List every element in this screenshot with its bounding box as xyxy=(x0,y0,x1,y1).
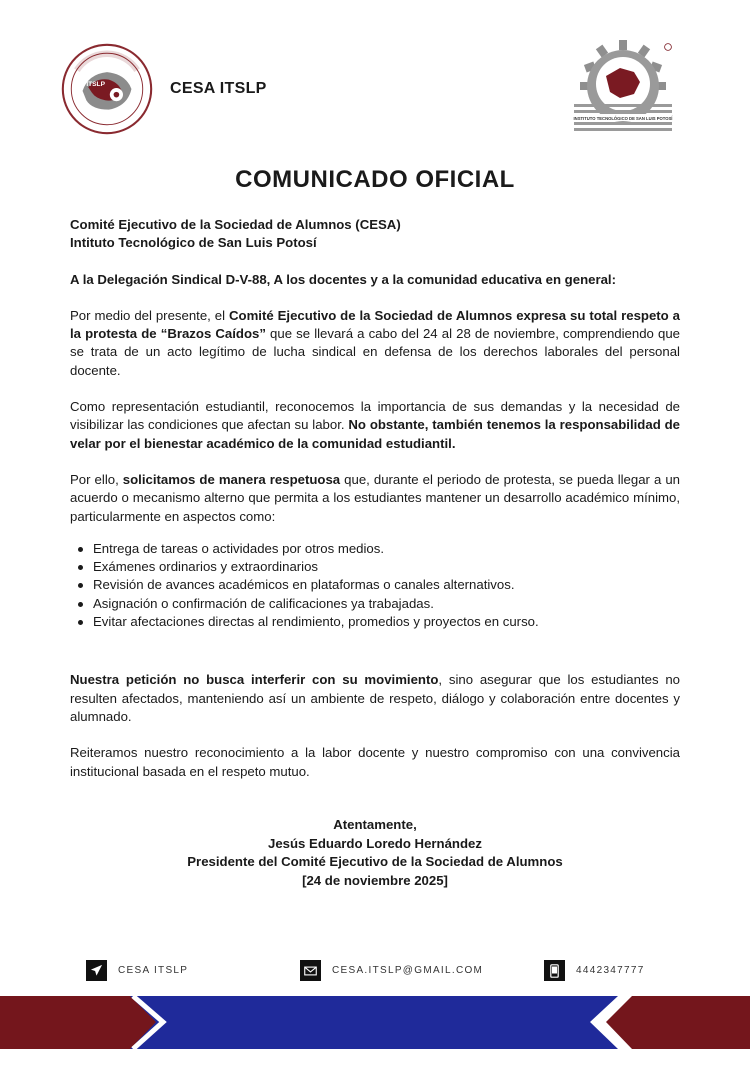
mail-icon xyxy=(300,960,321,981)
email-address[interactable]: CESA.ITSLP@GMAIL.COM xyxy=(332,965,484,976)
list-item: Exámenes ordinarios y extraordinarios xyxy=(76,558,680,576)
list-item: Evitar afectaciones directas al rendimiento, promedios y proyectos en curso. xyxy=(76,613,680,631)
closing: Atentamente, xyxy=(333,817,417,832)
contact-bar xyxy=(0,960,750,982)
footer-bands xyxy=(0,996,750,1049)
email-contact xyxy=(300,960,483,981)
itslp-logo xyxy=(568,38,678,138)
brand-name: CESA ITSLP xyxy=(170,80,267,97)
list-item: Entrega de tareas o actividades por otros medios. xyxy=(76,540,680,558)
list-item: Asignación o confirmación de calificaciones ya trabajadas. xyxy=(76,595,680,613)
paragraph: Nuestra petición no busca interferir con su movimiento, sino asegurar que los estudiantes no resulten afectados, manteniendo así un ambiente de respeto, diálogo y colaboración entre docentes y alumnado. xyxy=(70,672,680,724)
list-item: Revisión de avances académicos en plataformas o canales alternativos. xyxy=(76,576,680,594)
sender-line: Comité Ejecutivo de la Sociedad de Alumnos (CESA) xyxy=(70,217,401,232)
paragraph: Por ello, solicitamos de manera respetuosa que, durante el periodo de protesta, se pueda llegar a un acuerdo o mecanismo alterno que permita a los estudiantes mantener un desarrollo académico mínimo, particularmente en aspectos como: xyxy=(70,471,681,524)
sender-block xyxy=(70,216,680,253)
cesa-logo xyxy=(60,42,154,136)
signer-role: Presidente del Comité Ejecutivo de la Sociedad de Alumnos xyxy=(187,854,563,869)
phone-number: 4442347777 xyxy=(576,965,645,976)
page-title: COMUNICADO OFICIAL xyxy=(235,166,515,193)
letterhead xyxy=(0,0,750,150)
svg-text:INSTITUTO TECNOLÓGICO DE SAN L: INSTITUTO TECNOLÓGICO DE SAN LUIS POTOSÍ xyxy=(573,116,673,121)
social-contact xyxy=(86,960,188,981)
phone-icon xyxy=(544,960,565,981)
paragraph: Reiteramos nuestro reconocimiento a la labor docente y nuestro compromiso con una convivencia institucional basada en el respeto mutuo. xyxy=(70,745,680,779)
send-icon xyxy=(86,960,107,981)
addressee: A la Delegación Sindical D-V-88, A los docentes y a la comunidad educativa en general: xyxy=(70,271,616,287)
signer-name: Jesús Eduardo Loredo Hernández xyxy=(268,835,482,851)
paragraph: Como representación estudiantil, reconocemos la importancia de sus demandas y la necesidad de visibilizar las condiciones que afectan su labor. No obstante, también tenemos la responsabilidad de velar por el bienestar académico de la comunidad estudiantil. xyxy=(70,399,680,451)
social-handle: CESA ITSLP xyxy=(118,965,189,976)
request-list xyxy=(76,540,680,631)
svg-text:ITSLP: ITSLP xyxy=(86,81,105,89)
letter-date: [24 de noviembre 2025] xyxy=(302,872,448,888)
paragraph: Por medio del presente, el Comité Ejecutivo de la Sociedad de Alumnos expresa su total respeto a la protesta de “Brazos Caídos” que se llevará a cabo del 24 al 28 de noviembre, comprendiendo que se trata de un acto legítimo de lucha sindical en defensa de los derechos laborales del personal docente. xyxy=(70,307,681,378)
sender-line: Intituto Tecnológico de San Luis Potosí xyxy=(70,235,317,251)
signature-block xyxy=(0,816,750,890)
phone-contact xyxy=(544,960,645,981)
letter-body xyxy=(70,216,680,799)
